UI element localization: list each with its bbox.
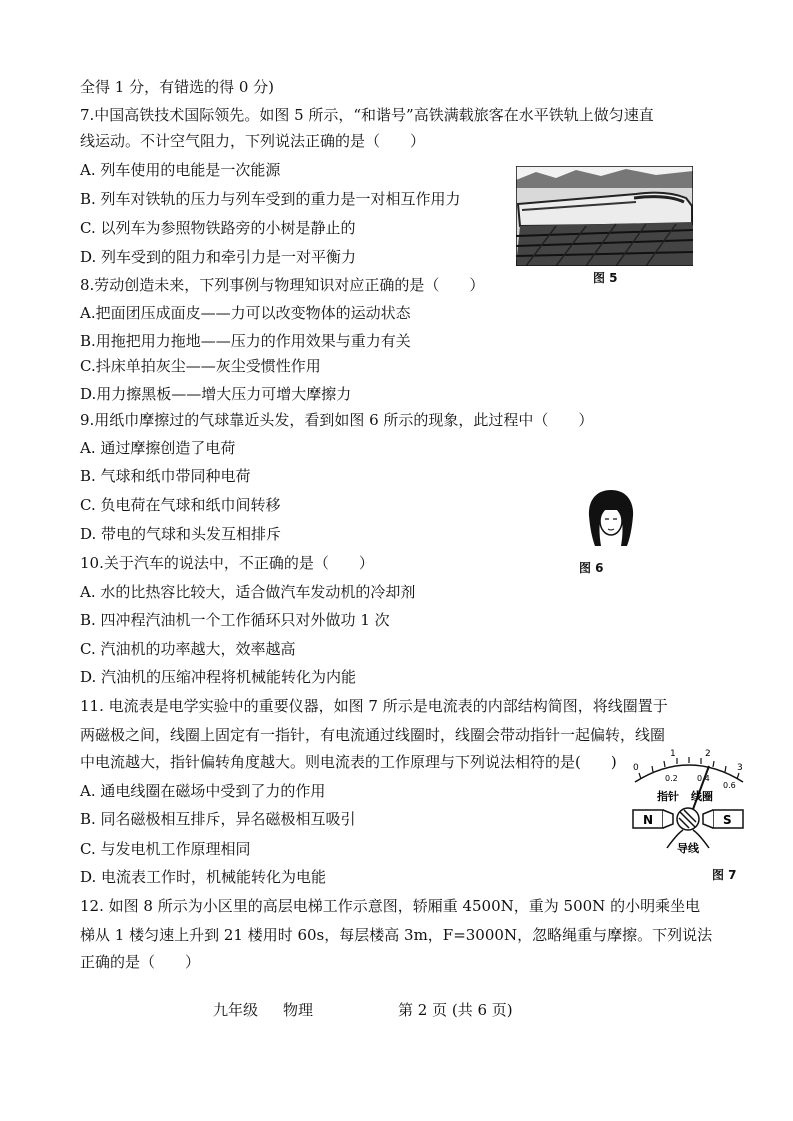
text-line: 全得 1 分，有错选的得 0 分) (80, 78, 275, 96)
footer-page: 第 2 页 (共 6 页) (398, 1001, 513, 1019)
scale-top-2: 2 (705, 749, 711, 759)
text-line: 10.关于汽车的说法中，不正确的是（ ） (80, 554, 374, 572)
text-line: D. 汽油机的压缩冲程将机械能转化为内能 (80, 668, 357, 686)
figure-5-train-photo (516, 166, 693, 266)
pole-n: N (643, 813, 654, 827)
label-wire: 导线 (677, 842, 699, 855)
text-line: 8.劳动创造未来，下列事例与物理知识对应正确的是（ ） (80, 276, 485, 294)
text-line: B.用拖把用力拖地——压力的作用效果与重力有关 (80, 332, 411, 350)
scale-bottom-06: 0.6 (723, 781, 736, 790)
text-line: D. 列车受到的阻力和牵引力是一对平衡力 (80, 248, 357, 266)
text-line: A. 通电线圈在磁场中受到了力的作用 (80, 782, 326, 800)
figure-6-caption: 图 6 (579, 561, 604, 575)
scale-bottom-04: 0.4 (697, 774, 710, 783)
text-line: D. 电流表工作时，机械能转化为电能 (80, 868, 327, 886)
text-line: 12. 如图 8 所示为小区里的高层电梯工作示意图，轿厢重 4500N，重为 500N 的小明乘坐电 (80, 897, 701, 915)
footer-subject: 物理 (283, 1001, 314, 1019)
text-line: D.用力擦黑板——增大压力可增大摩擦力 (80, 385, 352, 403)
text-line: B. 同名磁极相互排斥，异名磁极相互吸引 (80, 810, 356, 828)
label-pointer: 指针 (657, 790, 679, 803)
text-line: 两磁极之间，线圈上固定有一指针，有电流通过线圈时，线圈会带动指针一起偏转，线圈 (80, 726, 666, 744)
text-line: C. 以列车为参照物铁路旁的小树是静止的 (80, 219, 356, 237)
text-line: A.把面团压成面皮——力可以改变物体的运动状态 (80, 304, 411, 322)
text-line: 中电流越大，指针偏转角度越大。则电流表的工作原理与下列说法相符的是( ) (80, 753, 617, 771)
figure-6-hair-balloon (585, 488, 637, 550)
text-line: C. 汽油机的功率越大，效率越高 (80, 640, 296, 658)
train-photo-icon (516, 166, 693, 266)
text-line: 7.中国高铁技术国际领先。如图 5 所示，“和谐号”高铁满载旅客在水平铁轨上做匀速直 (80, 106, 654, 124)
footer-grade: 九年级 (213, 1001, 259, 1019)
figure-5-caption: 图 5 (593, 271, 618, 285)
text-line: C. 与发电机工作原理相同 (80, 840, 251, 858)
text-line: C.抖床单拍灰尘——灰尘受惯性作用 (80, 357, 321, 375)
figure-7-ammeter-diagram (627, 748, 751, 862)
text-line: 9.用纸巾摩擦过的气球靠近头发，看到如图 6 所示的现象，此过程中（ ） (80, 411, 594, 429)
text-line: 正确的是（ ） (80, 953, 201, 971)
scale-top-1: 1 (670, 749, 676, 759)
text-line: B. 列车对铁轨的压力与列车受到的重力是一对相互作用力 (80, 190, 461, 208)
text-line: B. 气球和纸巾带同种电荷 (80, 467, 251, 485)
ammeter-diagram (627, 748, 751, 862)
text-line: A. 列车使用的电能是一次能源 (80, 161, 281, 179)
scale-top-3: 3 (737, 763, 743, 773)
text-line: D. 带电的气球和头发互相排斥 (80, 525, 282, 543)
text-line: B. 四冲程汽油机一个工作循环只对外做功 1 次 (80, 611, 390, 629)
text-line: 线运动。不计空气阻力，下列说法正确的是（ ） (80, 132, 426, 150)
girl-hair-icon (585, 488, 637, 550)
text-line: C. 负电荷在气球和纸巾间转移 (80, 496, 281, 514)
text-line: 11. 电流表是电学实验中的重要仪器，如图 7 所示是电流表的内部结构简图，将线圈置于 (80, 697, 668, 715)
text-line: A. 通过摩擦创造了电荷 (80, 439, 236, 457)
pole-s: S (723, 813, 732, 827)
scale-top-0: 0 (633, 763, 639, 773)
text-line: A. 水的比热容比较大，适合做汽车发动机的冷却剂 (80, 583, 416, 601)
label-coil: 线圈 (691, 790, 713, 803)
text-line: 梯从 1 楼匀速上升到 21 楼用时 60s，每层楼高 3m，F=3000N，忽略绳重与摩擦。下列说法 (80, 926, 713, 944)
scale-bottom-02: 0.2 (665, 774, 678, 783)
figure-7-caption: 图 7 (712, 868, 737, 882)
